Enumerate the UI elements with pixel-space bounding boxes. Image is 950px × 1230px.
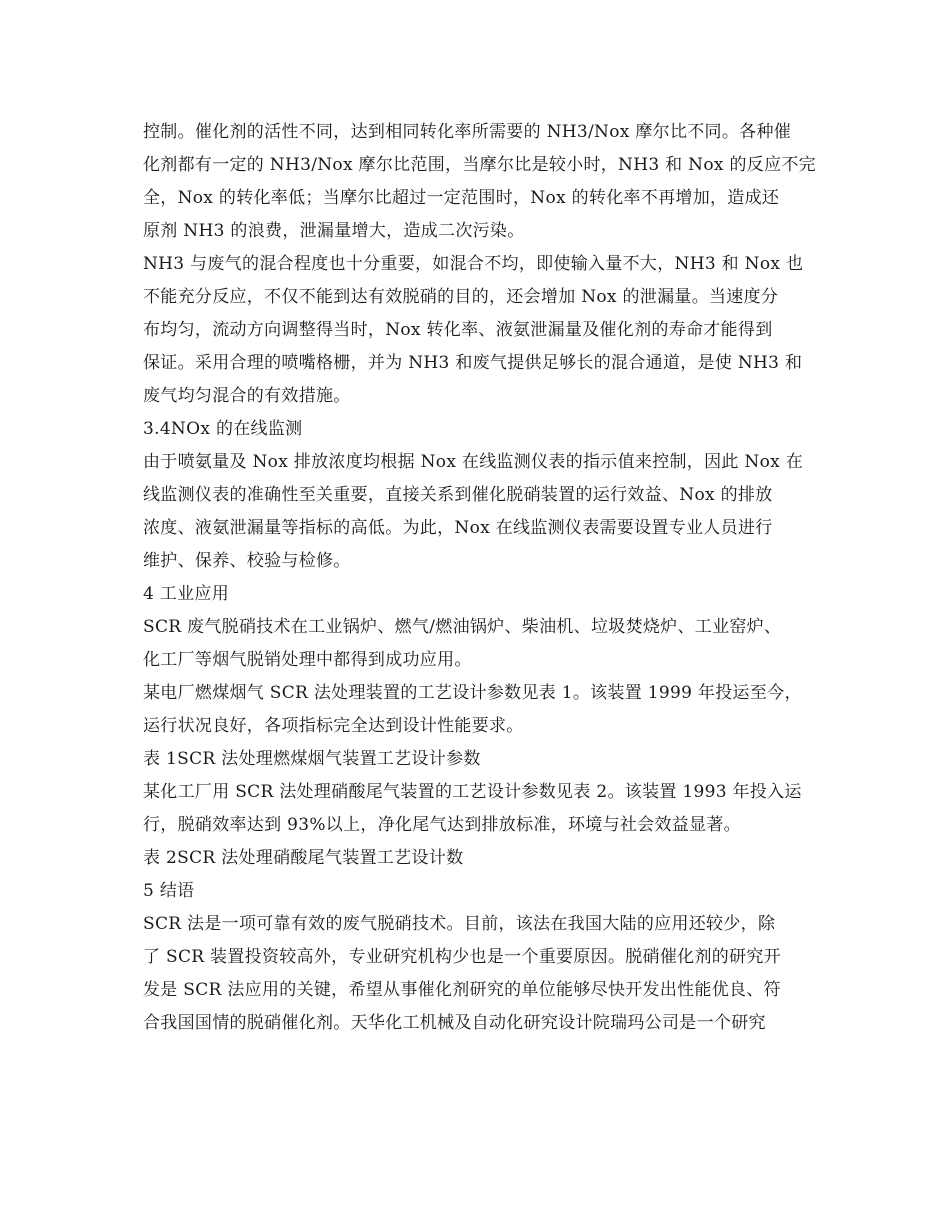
section-heading: 4 工业应用 [143, 584, 230, 604]
text-line: SCR 法是一项可靠有效的废气脱硝技术。目前，该法在我国大陆的应用还较少，除 [143, 914, 776, 934]
text-line: 控制。催化剂的活性不同，达到相同转化率所需要的 NH3/Nox 摩尔比不同。各种催 [143, 122, 792, 142]
text-line: NH3 与废气的混合程度也十分重要，如混合不均，即使输入量不大，NH3 和 Nox 也 [143, 254, 804, 274]
text-line: 行，脱硝效率达到 93%以上，净化尾气达到排放标准，环境与社会效益显著。 [143, 815, 741, 835]
table-caption: 表 2SCR 法处理硝酸尾气装置工艺设计数 [143, 848, 464, 868]
text-line: 全，Nox 的转化率低；当摩尔比超过一定范围时，Nox 的转化率不再增加，造成还 [143, 188, 780, 208]
text-line: 发是 SCR 法应用的关键，希望从事催化剂研究的单位能够尽快开发出性能优良、符 [143, 980, 781, 1000]
text-line: 化工厂等烟气脱销处理中都得到成功应用。 [143, 650, 472, 670]
text-line: 化剂都有一定的 NH3/Nox 摩尔比范围，当摩尔比是较小时，NH3 和 Nox 的反应不完 [143, 155, 816, 175]
text-line: 某化工厂用 SCR 法处理硝酸尾气装置的工艺设计参数见表 2。该装置 1993 年投入运 [143, 782, 802, 802]
text-line: 维护、保养、校验与检修。 [143, 551, 351, 571]
text-line: 布均匀，流动方向调整得当时，Nox 转化率、液氨泄漏量及催化剂的寿命才能得到 [143, 320, 773, 340]
text-line: SCR 废气脱硝技术在工业锅炉、燃气/燃油锅炉、柴油机、垃圾焚烧炉、工业窑炉、 [143, 617, 782, 637]
section-heading: 3.4NOx 的在线监测 [143, 419, 303, 439]
text-line: 由于喷氨量及 Nox 排放浓度均根据 Nox 在线监测仪表的指示值来控制，因此 Nox 在 [143, 452, 804, 472]
section-heading: 5 结语 [143, 881, 195, 901]
text-line: 某电厂燃煤烟气 SCR 法处理装置的工艺设计参数见表 1。该装置 1999 年投运至今， [143, 683, 802, 703]
text-line: 浓度、液氨泄漏量等指标的高低。为此，Nox 在线监测仪表需要设置专业人员进行 [143, 518, 773, 538]
text-line: 线监测仪表的准确性至关重要，直接关系到催化脱硝装置的运行效益、Nox 的排放 [143, 485, 773, 505]
text-line: 不能充分反应，不仅不能到达有效脱硝的目的，还会增加 Nox 的泄漏量。当速度分 [143, 287, 779, 307]
text-line: 保证。采用合理的喷嘴格栅，并为 NH3 和废气提供足够长的混合通道，是使 NH3 和 [143, 353, 803, 373]
text-line: 运行状况良好，各项指标完全达到设计性能要求。 [143, 716, 524, 736]
text-line: 了 SCR 装置投资较高外，专业研究机构少也是一个重要原因。脱硝催化剂的研究开 [143, 947, 781, 967]
text-line: 合我国国情的脱硝催化剂。天华化工机械及自动化研究设计院瑞玛公司是一个研究 [143, 1013, 766, 1033]
table-caption: 表 1SCR 法处理燃煤烟气装置工艺设计参数 [143, 749, 481, 769]
text-line: 原剂 NH3 的浪费，泄漏量增大，造成二次污染。 [143, 221, 525, 241]
text-line: 废气均匀混合的有效措施。 [143, 386, 351, 406]
